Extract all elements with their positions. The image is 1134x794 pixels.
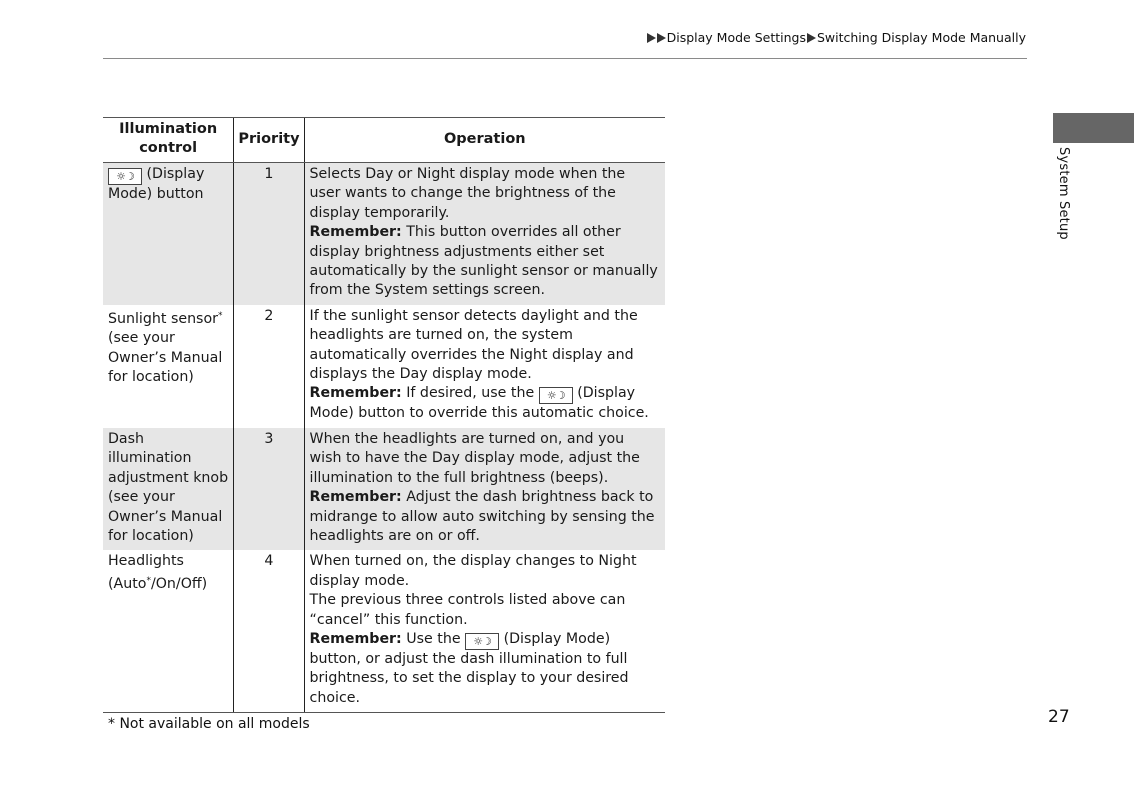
display-mode-button-icon: ☼☽ xyxy=(108,168,142,185)
triangle-arrow-icon xyxy=(807,33,816,43)
remember-text: (Display Mode) button to override this automatic choice. xyxy=(309,385,649,422)
illumination-control-table xyxy=(103,117,665,713)
operation-text: When the headlights are turned on, and you wish to have the Day display mode, adjust the illumination to the full brightness (beeps). xyxy=(309,430,640,486)
control-name: Headlights (Auto xyxy=(108,553,184,592)
header-operation: Operation xyxy=(304,118,665,163)
footnote-marker: * xyxy=(146,575,151,586)
control-cell xyxy=(103,550,234,712)
triangle-arrow-icon xyxy=(657,33,666,43)
control-name: (see your Owner’s Manual for location) xyxy=(108,330,223,386)
operation-cell xyxy=(304,550,665,712)
remember-note xyxy=(310,630,660,708)
remember-note xyxy=(310,488,660,546)
remember-text: Use the xyxy=(401,630,466,647)
control-cell xyxy=(103,428,234,550)
operation-text: Selects Day or Night display mode when the user wants to change the brightness of the display temporarily. xyxy=(309,166,626,221)
remember-label: Remember: xyxy=(309,224,402,241)
display-mode-button-icon: ☼☽ xyxy=(465,633,499,650)
operation-text: When turned on, the display changes to Night display mode. xyxy=(309,553,637,589)
table-header-row xyxy=(103,118,665,163)
priority-cell: 3 xyxy=(234,428,304,550)
control-name: /On/Off) xyxy=(150,575,208,592)
control-name: Dash illumination adjustment knob (see your Owner’s Manual for location) xyxy=(108,430,229,544)
table-row xyxy=(103,305,665,428)
remember-note xyxy=(310,384,660,423)
table-row xyxy=(103,550,665,712)
header-illumination-control: Illumination control xyxy=(103,118,234,163)
remember-label: Remember: xyxy=(309,489,402,506)
header-priority: Priority xyxy=(234,118,304,163)
table-row xyxy=(103,163,665,305)
remember-text: Adjust the dash brightness back to midrange to allow auto switching by sensing the headlights are on or off. xyxy=(309,489,655,544)
priority-cell: 1 xyxy=(234,163,304,305)
section-tab-label: System Setup xyxy=(1056,147,1071,240)
header-divider xyxy=(103,58,1027,59)
remember-text: If desired, use the xyxy=(401,385,539,402)
breadcrumb xyxy=(647,30,1026,45)
control-cell xyxy=(103,305,234,428)
remember-text: This button overrides all other display brightness adjustments either set automatically by the sunlight sensor or manually from the System settings screen. xyxy=(309,224,658,299)
remember-text: (Display Mode) button, or adjust the dash illumination to full brightness, to set the display to your desired choice. xyxy=(309,630,629,706)
priority-cell: 2 xyxy=(234,305,304,428)
breadcrumb-item[interactable]: Display Mode Settings xyxy=(666,30,806,45)
display-mode-button-icon: ☼☽ xyxy=(539,387,573,404)
footnote-marker: * xyxy=(217,310,223,321)
control-name: Sunlight sensor xyxy=(108,310,218,327)
remember-label: Remember: xyxy=(309,630,402,647)
footnote: * Not available on all models xyxy=(108,716,310,732)
section-tab[interactable] xyxy=(1053,113,1134,143)
operation-text: If the sunlight sensor detects daylight and the headlights are turned on, the system automatically overrides the Night display and displays the Day display mode. xyxy=(309,307,638,383)
priority-cell: 4 xyxy=(234,550,304,712)
remember-note xyxy=(310,223,660,301)
remember-label: Remember: xyxy=(309,385,402,402)
operation-cell xyxy=(304,428,665,550)
operation-cell xyxy=(304,305,665,428)
table-row xyxy=(103,428,665,550)
breadcrumb-item[interactable]: Switching Display Mode Manually xyxy=(816,30,1026,45)
control-cell xyxy=(103,163,234,305)
control-name: (Display Mode) button xyxy=(108,166,205,202)
triangle-arrow-icon xyxy=(647,33,656,43)
page-number: 27 xyxy=(1048,707,1070,727)
operation-cell xyxy=(304,163,665,305)
operation-text: The previous three controls listed above can “cancel” this function. xyxy=(309,592,626,628)
